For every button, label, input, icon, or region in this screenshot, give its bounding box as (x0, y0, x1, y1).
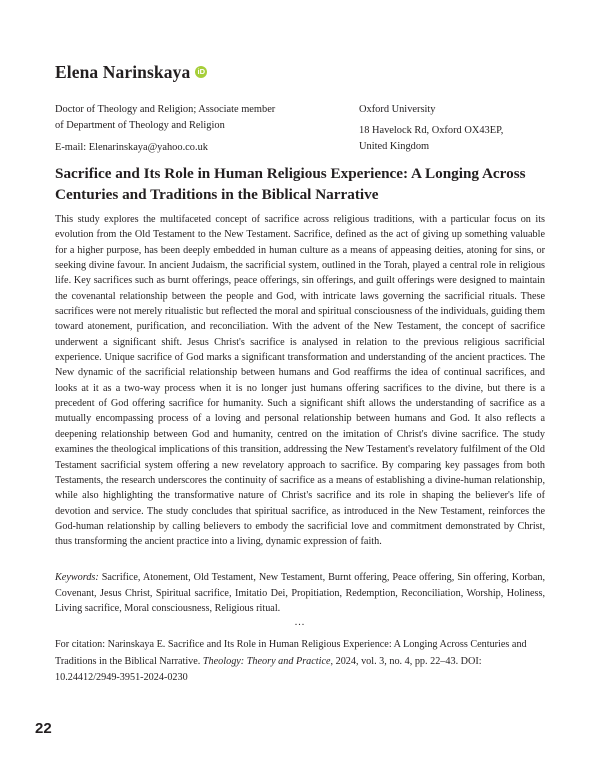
citation-journal: Theology: Theory and Practice (202, 655, 331, 667)
author-affiliation (55, 102, 345, 156)
author-email[interactable]: E-mail: Elenarinskaya@yahoo.co.uk (55, 142, 208, 153)
keywords-label: Keywords: (55, 572, 99, 583)
author-institution-block (359, 102, 559, 155)
orcid-icon[interactable]: iD (195, 66, 207, 78)
author-name-text: Elena Narinskaya (55, 62, 191, 82)
affiliation-line: of Department of Theology and Religion (55, 120, 225, 131)
institution-name: Oxford University (359, 104, 436, 115)
abstract-text: This study explores the multifaceted concept of sacrifice across religious traditions, with a particular focus on its evolution from the Old Testament to the New Testament. Sacrifice, defined as the act of giving up something valuable for a higher purpose, has been deeply embedded in human culture as a means of appeasing deities, atoning for sins, or seeking divine favour. In ancient Judaism, the sacrificial system, outlined in the Torah, played a central role in religious life. Key sacrifices such as burnt offerings, peace offerings, sin offerings, and guilt offerings were designed to maintain the covenantal relationship between the people and God, with intricate laws governing the sacrificial rituals. These sacrifices were not merely ritualistic but reflected the moral and spiritual consciousness of the individuals, guiding them toward atonement, purification, and reconciliation. With the advent of the New Testament, the concept of sacrifice underwent a significant shift. Jesus Christ's sacrifice is analysed in relation to the previous religious sacrificial experience. Unique sacrifice of God marks a significant transformation and understanding of the ancient practices. The New dynamic of the sacrificial relationship between humans and God reaffirms the idea of continual sacrifices, and looks at it as a two-way process when it is no longer just humans offering sacrifices to the divine, but there is a precedent of God offering sacrifice for humanity. Such a significant shift allows the understanding of sacrifice as a mutually encompassing process of a loving and personal relationship between humans and God. It also reflects a deepening relationship between God and humanity, centred on the imitation of Christ's divine sacrifice. The study examines the theological implications of this transition, addressing the New Testament's revelatory fulfilment of the Old Testament sacrificial system offering a new revelatory approach to sacrifice. By comparing key passages from both Testaments, the research underscores the continuity of sacrifice as a means of establishing a divine-human relationship, while also highlighting the transformative nature of Christ's sacrifice and its role in shaping the believer's life of devotion and service. The study concludes that spiritual sacrifice, as introduced in the New Testament, reinforces the God-human relationship by calling believers to embody the sacrificial love and commitment demonstrated by Christ, thus transforming the ancient practice into a living, dynamic expression of faith. (55, 214, 545, 548)
page-number: 22 (35, 720, 52, 737)
affiliation-line: Doctor of Theology and Religion; Associate member (55, 104, 276, 115)
address-line: 18 Havelock Rd, Oxford OX43EP, (359, 125, 504, 136)
keywords-text: Sacrifice, Atonement, Old Testament, New Testament, Burnt offering, Peace offering, Sin offering, Korban, Covenant, Jesus Christ, Spiritual sacrifice, Imitatio Dei, Propitiation, Redemption, Reconciliation, Worship, Holiness, Living sacrifice, Moral consciousness, Religious ritual. (55, 572, 545, 615)
section-separator: ... (294, 617, 306, 628)
keywords (55, 570, 545, 617)
citation (55, 637, 545, 687)
citation-prefix: For citation: Narinskaya E. Sacrifice and Its Role in Human Religious Experience: A Longing Across Centuries and Traditions in the Biblical Narrative. (55, 639, 527, 667)
author-name (55, 62, 207, 83)
address-line: United Kingdom (359, 141, 430, 152)
citation-suffix: , 2024, vol. 3, no. 4, pp. 22–43. DOI: 10.24412/2949-3951-2024-0230 (55, 655, 482, 683)
article-title: Sacrifice and Its Role in Human Religious Experience: A Longing Across Centuries and Traditions in the Biblical Narrative (55, 165, 526, 203)
